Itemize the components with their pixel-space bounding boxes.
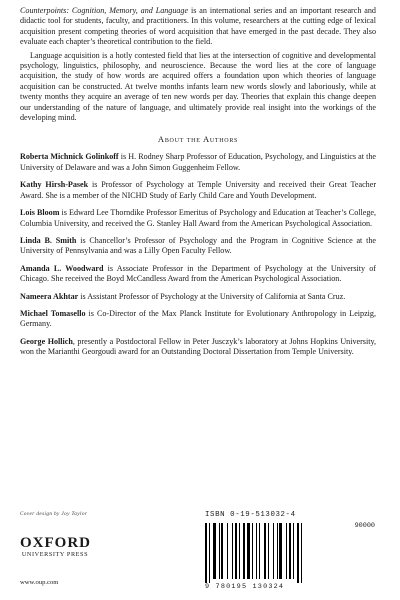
barcode-bar <box>219 523 220 579</box>
author-bio <box>20 309 376 330</box>
author-name: George Hollich <box>20 336 73 346</box>
author-name: Roberta Michnick Golinkoff <box>20 152 119 162</box>
author-bio <box>20 292 376 302</box>
barcode-bar <box>232 523 233 579</box>
author-name: Nameera Akhtar <box>20 291 79 301</box>
series-title: Counterpoints: Cognition, Memory, and Language <box>20 6 189 15</box>
barcode-bar <box>243 523 245 579</box>
author-name: Michael Tomasello <box>20 308 86 318</box>
barcode-bar <box>273 523 274 579</box>
author-bio-text: is Professor of Psychology at Temple University and received their Great Teacher Award. She is a member of the NICHD Study of Early Child Care and Youth Development. <box>20 180 377 200</box>
publisher-subtitle: UNIVERSITY PRESS <box>21 551 89 558</box>
cover-credit: Cover design by Joy Taylor <box>20 511 88 517</box>
blurb-paragraph-2: Language acquisition is a hotly contested field that lies at the intersection of cognitive and developmental psychology, linguistics, philosophy, and neuroscience. Because the word lies at the core of language acquisition, the study of how words are acquired offers a foundation upon which theories of language acquisition can be constructed. At twelve months infants learn new words slowly and laboriously, while at twenty months they acquire an average of ten new words per day. Theories that explain this change deepen our understanding of the nature of language, and ultimately provide real insight into the workings of the developing mind. <box>20 50 376 123</box>
author-bio <box>20 208 376 229</box>
blurb-p1-text: is an international series and an important research and didactic tool for students, faculty, and practitioners. In this volume, researchers at the cutting edge of lexical acquisition present competing theories of word acquisition that have emerged in the past decade. They also evaluate each chapter’s theoretical contribution to the field. <box>20 6 376 47</box>
barcode-bar <box>286 523 287 579</box>
barcode-bar <box>277 523 278 579</box>
author-bio <box>20 264 376 285</box>
barcode-bar <box>239 523 240 579</box>
barcode-bar <box>213 523 216 579</box>
author-bios <box>20 152 376 357</box>
about-authors-heading: About the Authors <box>157 134 239 145</box>
barcode-digits: 9 780195 130324 <box>205 583 285 591</box>
price-code: 90000 <box>354 522 375 530</box>
publisher-logo <box>20 536 90 559</box>
blurb-paragraph-1 <box>20 6 376 48</box>
author-bio <box>20 152 376 173</box>
blurb <box>20 6 376 123</box>
barcode-bar <box>205 523 207 583</box>
author-name: Amanda L. Woodward <box>20 263 104 273</box>
author-bio-text: is Co-Director of the Max Planck Institute for Evolutionary Anthropology in Leipzig, Germany. <box>20 308 376 329</box>
isbn-label: ISBN 0-19-513032-4 <box>205 511 296 519</box>
barcode-bar <box>264 523 266 579</box>
author-bio <box>20 236 376 257</box>
barcode-bar <box>268 523 269 579</box>
author-bio <box>20 180 376 201</box>
author-name: Linda B. Smith <box>20 235 77 245</box>
barcode-bar <box>221 523 223 579</box>
barcode-bar <box>252 523 253 579</box>
barcode-bar <box>289 523 291 579</box>
barcode-bar <box>209 523 210 583</box>
barcode-bar <box>279 523 282 579</box>
barcode-bar <box>293 523 294 579</box>
author-bio-text: is Associate Professor in the Department of Psychology at the University of Chicago. She received the Boyd McCandless Award from the American Psychological Association. <box>20 263 376 284</box>
author-bio-text: is H. Rodney Sharp Professor of Education, Psychology, and Linguistics at the University of Delaware and was a John Simon Guggenheim Fellow. <box>20 152 376 172</box>
barcode-bar <box>259 523 260 579</box>
author-bio <box>20 337 376 358</box>
barcode-bar <box>227 523 228 579</box>
author-bio-text: is Edward Lee Thorndike Professor Emeritus of Psychology and Education at Teacher’s College, Columbia University, and received the G. Stanley Hall Award from the American Psychological Association. <box>20 208 376 228</box>
author-bio-text: , presently a Postdoctoral Fellow in Peter Jusczyk’s laboratory at Johns Hopkins University, won the Marianthi Georgoudi award for an Outstanding Doctoral Dissertation from Temple University. <box>20 336 376 357</box>
barcode-bar <box>256 523 257 579</box>
author-bio-text: is Chancellor’s Professor of Psychology and the Program in Cognitive Science at the University of Pennsylvania and was a Lilly Open Faculty Fellow. <box>20 235 376 256</box>
barcode-block <box>205 511 375 595</box>
barcode-bar <box>235 523 237 579</box>
barcode-bar <box>301 523 302 583</box>
barcode-bar <box>247 523 250 579</box>
publisher-website: www.oup.com <box>20 579 59 586</box>
author-bio-text: is Assistant Professor of Psychology at the University of California at Santa Cruz. <box>78 291 346 301</box>
cover-footer <box>20 508 376 596</box>
back-cover-text <box>20 6 376 365</box>
author-name: Lois Bloom <box>20 208 60 218</box>
publisher-name: OXFORD <box>20 535 91 551</box>
barcode-bar <box>297 523 299 583</box>
author-name: Kathy Hirsh-Pasek <box>20 180 89 190</box>
